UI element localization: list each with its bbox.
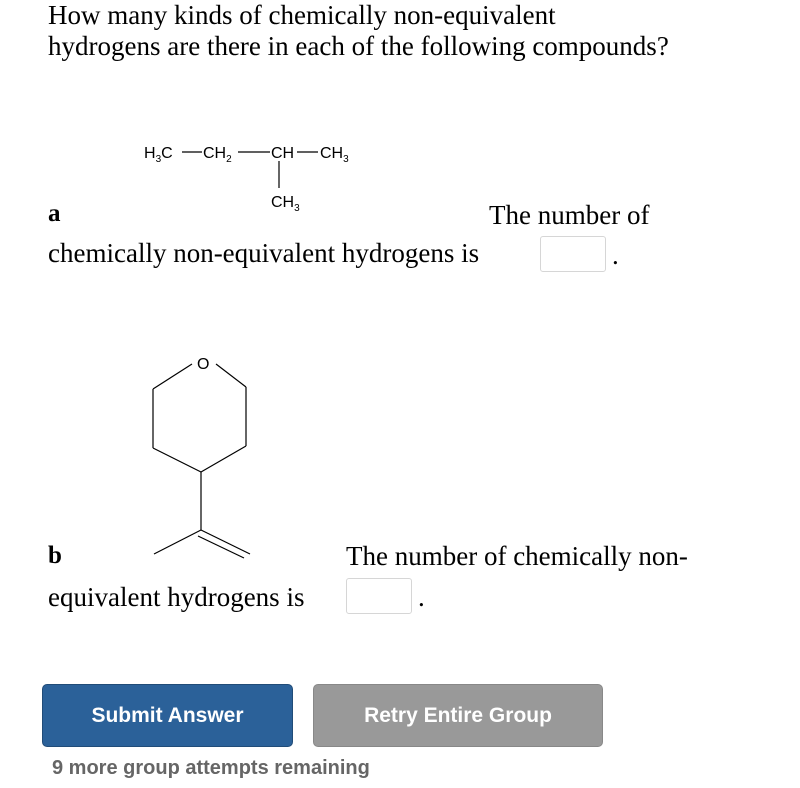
structure-a-image xyxy=(140,130,420,230)
part-b-text-right: The number of chemically non- xyxy=(346,541,688,571)
part-a-letter: a xyxy=(48,200,61,227)
part-a-period: . xyxy=(612,240,619,270)
structure-b-bond-o-right xyxy=(216,364,246,387)
structure-b-double-bond-1 xyxy=(201,530,250,554)
part-b-text-line2: equivalent hydrogens is xyxy=(48,582,305,612)
structure-b-bond-bottom-left xyxy=(153,448,201,472)
question-line-2: hydrogens are there in each of the following compounds? xyxy=(48,31,669,61)
structure-b-oxygen-label: O xyxy=(197,356,210,373)
retry-entire-group-button[interactable]: Retry Entire Group xyxy=(313,684,603,747)
structure-a-ch-label: CH xyxy=(271,145,295,162)
structure-a-ch2-label: $CH_2$ xyxy=(203,145,232,165)
submit-answer-button[interactable]: Submit Answer xyxy=(42,684,293,747)
part-a-answer-input[interactable] xyxy=(540,236,606,272)
part-a-text-line2: chemically non-equivalent hydrogens is xyxy=(48,238,480,268)
part-b-answer-input[interactable] xyxy=(346,578,412,614)
question-line-1: How many kinds of chemically non-equivalent xyxy=(48,0,556,30)
structure-b-bond-o-left xyxy=(153,364,192,389)
structure-b-bond-methyl xyxy=(154,530,201,554)
structure-a-ch3-bottom-label: $CH_3$ xyxy=(271,194,300,214)
structure-a-ch3-right-label: $CH_3$ xyxy=(320,145,349,165)
part-b-period: . xyxy=(418,582,425,612)
part-a-text-right: The number of xyxy=(489,200,650,230)
part-b-letter: b xyxy=(48,542,62,569)
attempts-remaining-text: 9 more group attempts remaining xyxy=(52,757,370,779)
structure-b-image xyxy=(140,340,280,570)
structure-a-h3c-label: $H_3C$ xyxy=(144,145,173,165)
structure-b-bond-bottom-right xyxy=(201,446,246,472)
